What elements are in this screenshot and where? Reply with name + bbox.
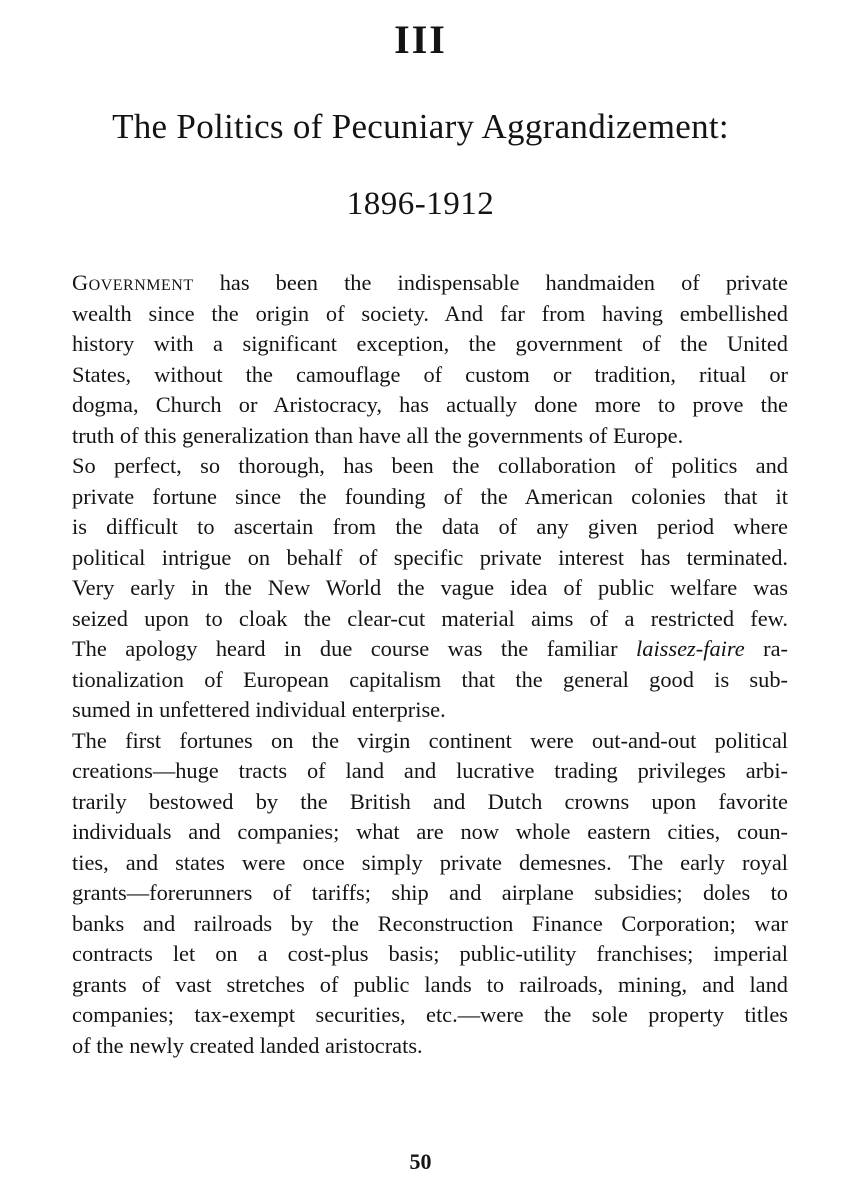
text-line xyxy=(72,909,788,940)
text-line xyxy=(72,390,788,421)
italic-term: laissez-faire xyxy=(636,636,745,661)
text-line xyxy=(72,695,788,726)
text-run: private fortune since the founding of the American colonies that it xyxy=(72,483,788,509)
text-run: creations—huge tracts of land and lucrative trading privileges arbi- xyxy=(72,758,788,783)
text-line xyxy=(72,451,788,482)
text-line xyxy=(72,573,788,604)
text-run: history with a significant exception, the government of the United xyxy=(72,331,788,356)
text-run: has been the indispensable handmaiden of private xyxy=(193,270,788,295)
text-line xyxy=(72,634,788,665)
text-run: seized upon to cloak the clear-cut material aims of a restricted few. xyxy=(72,605,788,631)
text-run: grants of vast stretches of public lands to railroads, mining, and land xyxy=(72,971,788,997)
text-run: contracts let on a cost-plus basis; public-utility franchises; imperial xyxy=(72,941,788,966)
paragraph xyxy=(72,726,788,1062)
text-run: grants—forerunners of tariffs; ship and airplane subsidies; doles to xyxy=(72,880,788,905)
text-line xyxy=(72,817,788,848)
text-line xyxy=(72,482,788,513)
text-line xyxy=(72,299,788,330)
text-line xyxy=(72,1000,788,1031)
text-line xyxy=(72,543,788,574)
text-line xyxy=(72,878,788,909)
text-run: The first fortunes on the virgin continent were out-and-out political xyxy=(72,727,788,753)
chapter-title: The Politics of Pecuniary Aggrandizement: xyxy=(112,107,729,146)
text-run: wealth since the origin of society. And far from having embellished xyxy=(72,300,788,326)
text-line xyxy=(72,665,788,696)
text-run: dogma, Church or Aristocracy, has actually done more to prove the xyxy=(72,392,788,417)
text-run: ra- xyxy=(744,636,788,661)
text-line xyxy=(72,329,788,360)
text-run: sumed in unfettered individual enterprise. xyxy=(72,697,446,722)
text-run: The apology heard in due course was the familiar xyxy=(72,636,637,661)
text-run: So perfect, so thorough, has been the collaboration of politics and xyxy=(72,453,788,478)
chapter-number: III xyxy=(394,17,447,62)
small-caps-word: Government xyxy=(72,270,194,295)
text-line xyxy=(72,1031,788,1062)
text-line xyxy=(72,756,788,787)
text-run: ties, and states were once simply private demesnes. The early royal xyxy=(72,849,788,875)
text-run: banks and railroads by the Reconstruction Finance Corporation; war xyxy=(72,910,788,936)
text-line xyxy=(72,787,788,818)
text-line xyxy=(72,848,788,879)
text-run: political intrigue on behalf of specific private interest has terminated. xyxy=(72,544,788,570)
text-run: individuals and companies; what are now whole eastern cities, coun- xyxy=(72,819,788,844)
text-line xyxy=(72,360,788,391)
text-line xyxy=(72,939,788,970)
paragraph xyxy=(72,268,788,451)
text-line xyxy=(72,970,788,1001)
text-run: is difficult to ascertain from the data of any given period where xyxy=(72,514,788,539)
paragraph xyxy=(72,451,788,726)
text-run: tionalization of European capitalism that the general good is sub- xyxy=(72,666,788,692)
text-run: of the newly created landed aristocrats. xyxy=(72,1032,423,1058)
page-number: 50 xyxy=(409,1149,432,1174)
text-run: companies; tax-exempt securities, etc.—were the sole property titles xyxy=(72,1002,788,1027)
text-line xyxy=(72,726,788,757)
text-run: Very early in the New World the vague idea of public welfare was xyxy=(72,575,788,600)
text-line xyxy=(72,604,788,635)
body-text xyxy=(72,268,788,1061)
text-run: trarily bestowed by the British and Dutch crowns upon favorite xyxy=(72,788,788,814)
text-run: truth of this generalization than have all the governments of Europe. xyxy=(72,422,684,448)
text-run: States, without the camouflage of custom or tradition, ritual or xyxy=(72,361,788,387)
chapter-years: 1896-1912 xyxy=(346,186,495,222)
text-line xyxy=(72,268,788,299)
text-line xyxy=(72,421,788,452)
text-line xyxy=(72,512,788,543)
